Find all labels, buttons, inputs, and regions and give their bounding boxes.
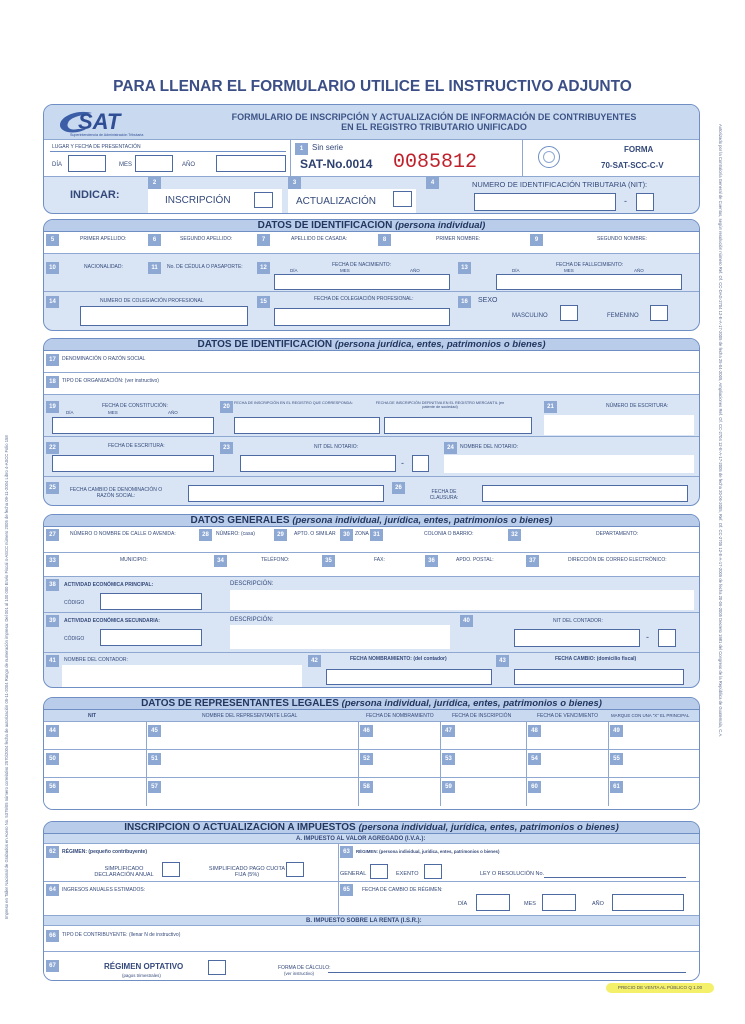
field-13-num: 13 — [458, 262, 471, 274]
field-62-num: 62 — [46, 846, 59, 858]
col-divider — [526, 750, 527, 778]
col-divider — [440, 778, 441, 806]
top-instruction: PARA LLENAR EL FORMULARIO UTILICE EL INSTRUCTIVO ADJUNTO — [113, 78, 632, 95]
simplificado-cuota-label: SIMPLIFICADO PAGO CUOTA FIJA (5%) — [208, 866, 286, 878]
datos-generales-title: DATOS GENERALES (persona individual, jurídica, entes, patrimonios o bienes) — [44, 515, 699, 527]
field-50-num: 50 — [46, 753, 59, 765]
femenino-label: FEMENINO — [607, 313, 639, 319]
fecha-colegiacion-label: FECHA DE COLEGIACIÓN PROFESIONAL: — [314, 296, 414, 302]
col-divider — [358, 778, 359, 806]
masculino-checkbox[interactable] — [560, 305, 578, 321]
field-32-num: 32 — [508, 529, 521, 541]
fecha-nac-mes: MES — [340, 268, 350, 273]
indicar-label: INDICAR: — [70, 189, 120, 201]
calle-label: NÚMERO O NOMBRE DE CALLE O AVENIDA: — [70, 531, 176, 537]
fecha-inscripcion-mercantil-label: FECHA DE INSCRIPCIÓN DEFINITIVA EN EL REGISTRO MERCANTIL (en patente de sociedad) — [375, 401, 505, 409]
field-15-num: 15 — [257, 296, 270, 308]
serial-number: 0085812 — [393, 151, 478, 174]
field-58-num: 58 — [360, 781, 373, 793]
field-44-num: 44 — [46, 725, 59, 737]
inscripcion-checkbox[interactable] — [254, 192, 273, 208]
fecha-nombramiento-input[interactable] — [326, 669, 492, 685]
femenino-checkbox[interactable] — [650, 305, 668, 321]
inscripcion-label: INSCRIPCIÓN — [165, 195, 231, 206]
fecha-inscripcion-registro-input[interactable] — [234, 417, 380, 434]
colegiacion-label: NUMERO DE COLEGIACIÓN PROFESIONAL — [100, 298, 204, 304]
numero-casa-label: NÚMERO: (casa) — [216, 531, 255, 537]
col-divider — [146, 778, 147, 806]
general-checkbox[interactable] — [370, 864, 388, 879]
fecha-colegiacion-input[interactable] — [274, 308, 450, 326]
numero-escritura-label: NÚMERO DE ESCRITURA: — [606, 403, 669, 409]
field-30-num: 30 — [340, 529, 353, 541]
simplificado-anual-checkbox[interactable] — [162, 862, 180, 877]
ver-instructivo-label: (ver instructivo) — [284, 971, 315, 976]
fecha-nac-dia: DÍA — [290, 268, 298, 273]
field-59-num: 59 — [442, 781, 455, 793]
actividad-principal-label: ACTIVIDAD ECONÓMICA PRINCIPAL: — [64, 582, 154, 588]
nombre-notario-label: NOMBRE DEL NOTARIO: — [460, 444, 519, 450]
zona-label: ZONA — [355, 531, 369, 537]
cedula-label: No. DE CÉDULA O PASAPORTE: — [167, 264, 243, 270]
sat-logo — [56, 109, 166, 137]
field-28-num: 28 — [199, 529, 212, 541]
segundo-nombre-label: SEGUNDO NOMBRE: — [597, 236, 648, 242]
fecha-escritura-label: FECHA DE ESCRITURA: — [108, 443, 165, 449]
fcr-dia: DÍA — [458, 901, 468, 907]
col-inscripcion: FECHA DE INSCRIPCIÓN — [452, 713, 512, 719]
field-8-num: 8 — [378, 234, 391, 246]
field-21-num: 21 — [544, 401, 557, 413]
exento-checkbox[interactable] — [424, 864, 442, 879]
ley-resolucion-line[interactable] — [544, 877, 686, 878]
fc-dia: DÍA — [66, 410, 74, 415]
field-2-num: 2 — [148, 177, 161, 189]
impuestos-panel — [43, 821, 700, 981]
field-34-num: 34 — [214, 555, 227, 567]
date-anio-box[interactable] — [216, 155, 286, 172]
nit-contador-input[interactable] — [514, 629, 640, 647]
fecha-nacimiento-input[interactable] — [274, 274, 450, 290]
field-57-num: 57 — [148, 781, 161, 793]
persona-individual-panel — [43, 219, 700, 331]
nit-notario-dash: - — [401, 458, 404, 468]
fecha-inscripcion-registro-label: FECHA DE INSCRIPCIÓN EN EL REGISTRO QUE CORRESPONDA: — [234, 401, 353, 405]
field-10-num: 10 — [46, 262, 59, 274]
col-nit: NIT — [88, 713, 97, 719]
field-9-num: 9 — [530, 234, 543, 246]
date-anio-label: AÑO — [182, 162, 196, 168]
nit-notario-input[interactable] — [240, 455, 396, 472]
field-36-num: 36 — [425, 555, 438, 567]
general-label: GENERAL — [340, 871, 367, 877]
pagos-trimestrales-label: (pagos trimestrales) — [122, 973, 161, 978]
col-divider — [526, 778, 527, 806]
field-52-num: 52 — [360, 753, 373, 765]
sexo-label: SEXO — [478, 297, 498, 304]
field-24-num: 24 — [444, 442, 457, 454]
col-principal: MARQUE CON UNA "X" EL PRINCIPAL — [611, 713, 690, 718]
price-sticker: PRECIO DE VENTA AL PÚBLICO Q 1.00 — [606, 983, 714, 993]
fax-label: FAX: — [374, 557, 385, 563]
forma-code: 70-SAT-SCC-C-V — [601, 161, 664, 170]
nit-label: NUMERO DE IDENTIFICACIÓN TRIBUTARIA (NIT): — [472, 180, 648, 189]
field-40-num: 40 — [460, 615, 473, 627]
field-11-num: 11 — [148, 262, 161, 274]
col-divider — [146, 750, 147, 778]
persona-juridica-title: DATOS DE IDENTIFICACIÓN (persona jurídica, entes, patrimonios o bienes) — [44, 339, 699, 351]
col-divider — [358, 750, 359, 778]
field-51-num: 51 — [148, 753, 161, 765]
denominacion-label: DENOMINACIÓN O RAZÓN SOCIAL — [62, 356, 146, 362]
field-3-num: 3 — [288, 177, 301, 189]
header-panel — [43, 104, 700, 214]
place-date-label: LUGAR Y FECHA DE PRESENTACIÓN — [52, 144, 141, 150]
forma-label: FORMA — [624, 145, 654, 154]
fecha-inscripcion-mercantil-input[interactable] — [384, 417, 532, 434]
field-35-num: 35 — [322, 555, 335, 567]
field-66-num: 66 — [46, 930, 59, 942]
form-title — [194, 112, 674, 132]
fecha-nombramiento-label: FECHA NOMBRAMIENTO: (del contador) — [350, 656, 447, 662]
col-divider — [146, 722, 147, 750]
field-6-num: 6 — [148, 234, 161, 246]
field-60-num: 60 — [528, 781, 541, 793]
fecha-cambio-denominacion-label: FECHA CAMBIO DE DENOMINACIÓN O RAZÓN SOCIAL: — [69, 487, 163, 499]
field-67-num: 67 — [46, 960, 59, 972]
fecha-clausura-input[interactable] — [482, 485, 688, 502]
date-mes-box[interactable] — [135, 155, 173, 172]
codigo-principal-input[interactable] — [100, 593, 202, 610]
serial-label: SAT-No.0014 — [300, 157, 373, 171]
form-title-line2: EN EL REGISTRO TRIBUTARIO UNIFICADO — [341, 122, 527, 132]
field-41-num: 41 — [46, 655, 59, 667]
isr-title: B. IMPUESTO SOBRE LA RENTA (I.S.R.): — [306, 918, 422, 924]
masculino-label: MASCULINO — [512, 313, 548, 319]
nacionalidad-label: NACIONALIDAD: — [84, 264, 123, 270]
fecha-constitucion-label: FECHA DE CONSTITUCIÓN: — [102, 403, 168, 409]
fecha-fallecimiento-label: FECHA DE FALLECIMIENTO: — [556, 262, 624, 268]
field-17-num: 17 — [46, 354, 59, 366]
date-mes-label: MES — [119, 162, 133, 168]
actualizacion-checkbox[interactable] — [393, 191, 412, 207]
field-33-num: 33 — [46, 555, 59, 567]
field-56-num: 56 — [46, 781, 59, 793]
field-39-num: 39 — [46, 615, 59, 627]
field-26-num: 26 — [392, 482, 405, 494]
apellido-casada-label: APELLIDO DE CASADA: — [291, 236, 348, 242]
field-64-num: 64 — [46, 884, 59, 896]
fecha-cambio-domicilio-input[interactable] — [514, 669, 684, 685]
col-divider — [526, 722, 527, 750]
fcr-mes: MES — [524, 901, 536, 907]
fecha-fallecimiento-input[interactable] — [496, 274, 682, 290]
datos-generales-panel — [43, 514, 700, 688]
fecha-escritura-input[interactable] — [52, 455, 214, 472]
field-63-num: 63 — [340, 846, 353, 858]
field-42-num: 42 — [308, 655, 321, 667]
fecha-constitucion-input[interactable] — [52, 417, 214, 434]
fecha-fall-dia: DÍA — [512, 268, 520, 273]
fcr-anio-input[interactable] — [612, 894, 684, 911]
form-title-line1: FORMULARIO DE INSCRIPCIÓN Y ACTUALIZACIÓN DE INFORMACIÓN DE CONTRIBUYENTES — [231, 112, 637, 122]
date-dia-label: DÍA — [52, 162, 63, 168]
nit-contador-dash: - — [646, 632, 649, 642]
fcr-mes-input[interactable] — [542, 894, 576, 911]
fecha-fall-anio: AÑO — [634, 268, 644, 273]
field-38-num: 38 — [46, 579, 59, 591]
field-47-num: 47 — [442, 725, 455, 737]
primer-nombre-label: PRIMER NOMBRE: — [436, 236, 481, 242]
sat-logo-text: SAT — [78, 109, 121, 134]
field-14-num: 14 — [46, 296, 59, 308]
descripcion-principal-label: DESCRIPCIÓN: — [230, 581, 274, 587]
field-12-num: 12 — [257, 262, 270, 274]
field-19-num: 19 — [46, 401, 59, 413]
fcr-dia-input[interactable] — [476, 894, 510, 911]
fc-mes: MES — [108, 410, 118, 415]
colegiacion-input[interactable] — [80, 306, 248, 326]
nit-verifier-input[interactable] — [636, 193, 654, 211]
fecha-nac-anio: AÑO — [410, 268, 420, 273]
regimen-pequeno-label: RÉGIMEN: (pequeño contribuyente) — [62, 849, 147, 855]
field-4-num: 4 — [426, 177, 439, 189]
telefono-label: TELÉFONO: — [261, 557, 290, 563]
field-31-num: 31 — [370, 529, 383, 541]
exento-label: EXENTO — [396, 871, 419, 877]
sin-serie: Sin serie — [312, 143, 344, 152]
field-54-num: 54 — [528, 753, 541, 765]
field-20-num: 20 — [220, 401, 233, 413]
field-49-num: 49 — [610, 725, 623, 737]
field-1-num: 1 — [295, 143, 308, 155]
col-nombre: NOMBRE DEL REPRESENTANTE LEGAL — [202, 713, 298, 719]
nombre-contador-label: NOMBRE DEL CONTADOR: — [64, 657, 128, 663]
regimen-general-label: RÉGIMEN: (persona individual, jurídica, entes, patrimonios o bienes) — [356, 849, 500, 854]
field-55-num: 55 — [610, 753, 623, 765]
col-divider — [358, 722, 359, 750]
municipio-label: MUNICIPIO: — [120, 557, 148, 563]
codigo-secundaria-input[interactable] — [100, 629, 202, 646]
field-61-num: 61 — [610, 781, 623, 793]
segundo-apellido-label: SEGUNDO APELLIDO: — [180, 236, 233, 242]
field-25-num: 25 — [46, 482, 59, 494]
col-nombramiento: FECHA DE NOMBRAMIENTO — [366, 713, 434, 719]
tipo-organizacion-label: TIPO DE ORGANIZACIÓN: (ver instructivo) — [62, 378, 159, 384]
departamento-label: DEPARTAMENTO: — [596, 531, 639, 537]
forma-calculo-label: FORMA DE CÁLCULO: — [278, 965, 331, 971]
field-45-num: 45 — [148, 725, 161, 737]
field-48-num: 48 — [528, 725, 541, 737]
representantes-panel — [43, 697, 700, 810]
forma-calculo-line[interactable] — [328, 972, 686, 973]
field-7-num: 7 — [257, 234, 270, 246]
col-divider — [608, 778, 609, 806]
col-divider — [608, 750, 609, 778]
seal-icon — [538, 146, 560, 168]
representantes-title: DATOS DE REPRESENTANTES LEGALES (persona individual, jurídica, entes, patrimonios o bienes) — [44, 698, 699, 710]
fecha-nacimiento-label: FECHA DE NACIMIENTO: — [332, 262, 392, 268]
ingresos-label: INGRESOS ANUALES ESTIMADOS: — [62, 887, 146, 893]
ley-resolucion-label: LEY O RESOLUCIÓN No. — [480, 871, 545, 877]
col-divider — [440, 750, 441, 778]
actividad-secundaria-label: ACTIVIDAD ECONÓMICA SECUNDARIA: — [64, 618, 160, 624]
date-dia-box[interactable] — [68, 155, 106, 172]
fecha-fall-mes: MES — [564, 268, 574, 273]
sat-logo-sub: Superintendencia de Administración Tributaria — [70, 133, 144, 137]
persona-juridica-panel — [43, 338, 700, 506]
actualizacion-label: ACTUALIZACIÓN — [296, 196, 377, 207]
fc-anio: AÑO — [168, 410, 178, 415]
nit-notario-label: NIT DEL NOTARIO: — [314, 444, 359, 450]
nit-input[interactable] — [474, 193, 616, 211]
field-29-num: 29 — [274, 529, 287, 541]
field-65-num: 65 — [340, 884, 353, 896]
fecha-cambio-regimen-label: FECHA DE CAMBIO DE RÉGIMEN: — [362, 887, 443, 893]
codigo-principal-label: CÓDIGO — [64, 600, 85, 606]
field-43-num: 43 — [496, 655, 509, 667]
side-text-right: Autorizado por la Contraloría General de Cuentas, según resolución número Ref. Of. CC-DAG-2704 12-E-A-17-2005 de fecha 25-04-2005, Ampliaciones Ref. Of. CC-2704 12-E-A-17-2005 de fecha 20-06-2005, Ref. Of. CC-2705 12-E-A-17-2005 de fecha 20-06-2005 Decreto 1981 del Congreso de la República de Guatemala, C.A. — [718, 124, 723, 738]
field-46-num: 46 — [360, 725, 373, 737]
side-text-left: Impreso en Taller Nacional de Grabados en Acero No. 5379/05 número correlativo 2570/2004 fecha de autorización 05-11-2004 Rango de numeración impresa: Del 001 al 100 000 Envío Fiscal 4-ASCC número 2005 de fecha 09-11-2004 Libro 4-ASCC Folio 158 — [4, 435, 9, 919]
field-53-num: 53 — [442, 753, 455, 765]
field-18-num: 18 — [46, 376, 59, 388]
tipo-contribuyente-label: TIPO DE CONTRIBUYENTE: (llenar N de instructivo) — [62, 932, 181, 938]
regimen-optativo-label: RÉGIMEN OPTATIVO — [104, 962, 184, 971]
primer-apellido-label: PRIMER APELLIDO: — [80, 236, 127, 242]
persona-individual-title: DATOS DE IDENTIFICACIÓN (persona individual) — [44, 220, 699, 232]
nit-dash: - — [624, 196, 627, 206]
regimen-optativo-checkbox[interactable] — [208, 960, 226, 975]
field-22-num: 22 — [46, 442, 59, 454]
field-37-num: 37 — [526, 555, 539, 567]
apto-label: APTO. O SIMILAR — [294, 531, 336, 537]
descripcion-secundaria-label: DESCRIPCIÓN: — [230, 617, 274, 623]
field-16-num: 16 — [458, 296, 471, 308]
field-23-num: 23 — [220, 442, 233, 454]
nit-contador-verifier[interactable] — [658, 629, 676, 647]
apdo-postal-label: APDO. POSTAL: — [456, 557, 494, 563]
impuestos-title: INSCRIPCIÓN O ACTUALIZACIÓN A IMPUESTOS (persona individual, jurídica, entes, patrimonios o bienes) — [44, 822, 699, 834]
col-divider — [608, 722, 609, 750]
nit-contador-label: NIT DEL CONTADOR: — [553, 618, 603, 624]
fecha-cambio-denominacion-input[interactable] — [188, 485, 384, 502]
nit-notario-verifier[interactable] — [412, 455, 429, 472]
colonia-label: COLONIA O BARRIO: — [424, 531, 474, 537]
field-27-num: 27 — [46, 529, 59, 541]
simplificado-cuota-checkbox[interactable] — [286, 862, 304, 877]
col-vencimiento: FECHA DE VENCIMIENTO — [537, 713, 599, 719]
simplificado-anual-label: SIMPLIFICADO DECLARACIÓN ANUAL — [94, 866, 154, 878]
iva-title: A. IMPUESTO AL VALOR AGREGADO (I.V.A.): — [296, 836, 426, 842]
col-divider — [440, 722, 441, 750]
fcr-anio: AÑO — [592, 901, 604, 907]
fecha-cambio-domicilio-label: FECHA CAMBIO: (domicilio fiscal) — [555, 656, 637, 662]
correo-label: DIRECCIÓN DE CORREO ELECTRÓNICO: — [568, 557, 667, 563]
codigo-secundaria-label: CÓDIGO — [64, 636, 85, 642]
field-5-num: 5 — [46, 234, 59, 246]
fecha-clausura-label: FECHA DE CLAUSURA: — [429, 489, 459, 501]
